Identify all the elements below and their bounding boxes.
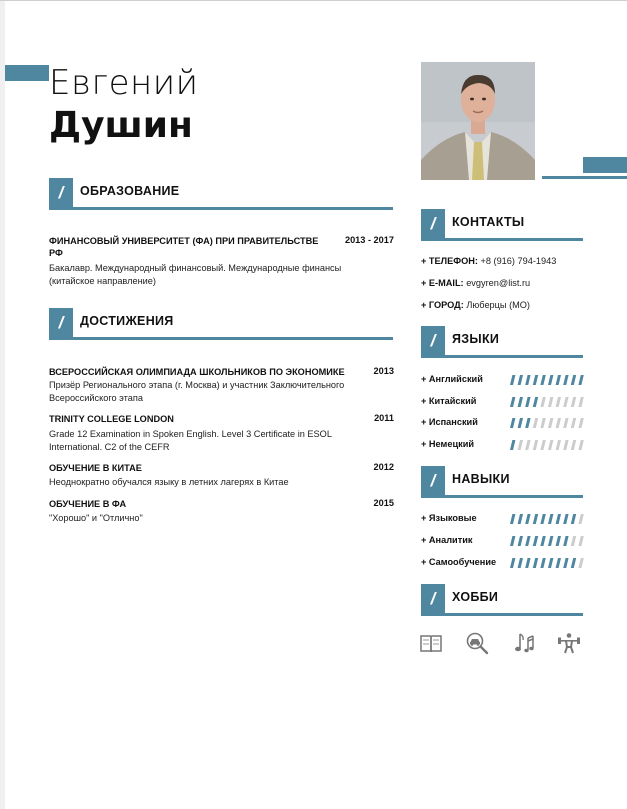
section-title: НАВЫКИ: [452, 472, 510, 486]
language-label: + Английский: [421, 374, 483, 384]
level-tick: [518, 440, 523, 450]
level-tick: [548, 397, 553, 407]
language-level-bars: [509, 418, 587, 428]
level-tick: [563, 397, 568, 407]
level-tick: [571, 536, 576, 546]
contact-label: + ТЕЛЕФОН:: [421, 256, 478, 266]
level-tick: [571, 558, 576, 568]
language-label: + Испанский: [421, 417, 478, 427]
photo-accent-block: [583, 157, 627, 173]
level-tick: [540, 397, 545, 407]
education-entry-title: ФИНАНСОВЫЙ УНИВЕРСИТЕТ (ФА) ПРИ ПРАВИТЕЛЬСТВЕ РФ: [49, 236, 319, 258]
skill-level-bars: [509, 558, 587, 568]
achievement-year: 2012: [373, 462, 394, 472]
language-level-bars: [509, 397, 587, 407]
level-tick: [510, 397, 515, 407]
level-tick: [563, 375, 568, 385]
section-education: [49, 178, 393, 210]
skill-row: [421, 535, 591, 547]
level-tick: [533, 536, 538, 546]
skill-label: + Языковые: [421, 513, 477, 523]
level-tick: [556, 514, 561, 524]
achievement-year: 2013: [373, 366, 394, 376]
contact-email: [421, 278, 530, 288]
level-tick: [518, 514, 523, 524]
level-tick: [563, 558, 568, 568]
level-tick: [548, 536, 553, 546]
contact-city: [421, 300, 530, 310]
language-row: [421, 374, 591, 386]
achievement-description: Неоднократно обучался языку в летних лагерях в Китае: [49, 477, 289, 487]
level-tick: [533, 397, 538, 407]
achievement-title: ОБУЧЕНИЕ В ФА: [49, 499, 127, 509]
section-rule: [49, 207, 393, 210]
level-tick: [533, 418, 538, 428]
achievement-title: ВСЕРОССИЙСКАЯ ОЛИМПИАДА ШКОЛЬНИКОВ ПО ЭКОНОМИКЕ: [49, 367, 345, 377]
name-accent-bar: [5, 65, 49, 81]
level-tick: [556, 375, 561, 385]
level-tick: [548, 514, 553, 524]
section-title: ДОСТИЖЕНИЯ: [80, 314, 174, 328]
education-entry-years: 2013 - 2017: [344, 235, 394, 245]
section-slash-mark: /: [421, 584, 445, 613]
level-tick: [563, 418, 568, 428]
level-tick: [578, 440, 583, 450]
level-tick: [548, 440, 553, 450]
weightlifting-icon: [557, 631, 581, 655]
photo-portrait: [421, 62, 535, 180]
first-name: Евгений: [49, 63, 199, 103]
language-row: [421, 417, 591, 429]
achievement-description: Призёр Регионального этапа (г. Москва) и участник Заключительного Всероссийского этапа: [49, 380, 345, 403]
contact-value: +8 (916) 794-1943: [480, 256, 557, 266]
music-notes-icon: [513, 631, 537, 655]
language-row: [421, 396, 591, 408]
level-tick: [510, 558, 515, 568]
section-slash-mark: /: [49, 308, 73, 337]
language-level-bars: [509, 375, 587, 385]
skill-row: [421, 513, 591, 525]
level-tick: [578, 536, 583, 546]
skill-label: + Самообучение: [421, 557, 497, 567]
section-languages: [421, 326, 583, 358]
contact-label: + E-MAIL:: [421, 278, 464, 288]
level-tick: [540, 375, 545, 385]
section-slash-mark: /: [49, 178, 73, 207]
achievement-description: Grade 12 Examination in Spoken English. Level 3 Certificate in ESOL International. C2 of the CEFR: [49, 429, 332, 452]
level-tick: [525, 418, 530, 428]
level-tick: [518, 397, 523, 407]
level-tick: [510, 536, 515, 546]
level-tick: [556, 440, 561, 450]
level-tick: [510, 514, 515, 524]
section-slash-mark: /: [421, 209, 445, 238]
section-title: ЯЗЫКИ: [452, 332, 500, 346]
level-tick: [525, 397, 530, 407]
level-tick: [525, 536, 530, 546]
contact-phone: [421, 256, 556, 266]
section-title: ОБРАЗОВАНИЕ: [80, 184, 180, 198]
level-tick: [578, 418, 583, 428]
last-name: Душин: [49, 105, 193, 146]
level-tick: [540, 514, 545, 524]
level-tick: [525, 514, 530, 524]
level-tick: [533, 558, 538, 568]
level-tick: [518, 536, 523, 546]
profile-photo: [421, 62, 535, 180]
level-tick: [533, 440, 538, 450]
section-rule: [421, 613, 583, 616]
language-level-bars: [509, 440, 587, 450]
level-tick: [571, 514, 576, 524]
section-rule: [421, 238, 583, 241]
level-tick: [540, 536, 545, 546]
level-tick: [540, 558, 545, 568]
page-left-shadow: [0, 1, 5, 809]
level-tick: [571, 440, 576, 450]
level-tick: [510, 440, 515, 450]
level-tick: [556, 536, 561, 546]
level-tick: [548, 375, 553, 385]
section-contacts: [421, 209, 583, 241]
level-tick: [533, 375, 538, 385]
section-rule: [421, 355, 583, 358]
car-search-icon: [465, 631, 489, 655]
level-tick: [510, 375, 515, 385]
contact-value: Люберцы (МО): [466, 300, 530, 310]
skill-level-bars: [509, 536, 587, 546]
section-title: ХОББИ: [452, 590, 499, 604]
level-tick: [578, 397, 583, 407]
section-title: КОНТАКТЫ: [452, 215, 525, 229]
achievement-year: 2011: [374, 413, 394, 423]
level-tick: [578, 558, 583, 568]
level-tick: [518, 418, 523, 428]
contact-label: + ГОРОД:: [421, 300, 464, 310]
achievement-description: "Хорошо" и "Отлично": [49, 513, 143, 523]
section-slash-mark: /: [421, 466, 445, 495]
level-tick: [525, 375, 530, 385]
level-tick: [563, 440, 568, 450]
level-tick: [540, 440, 545, 450]
level-tick: [548, 418, 553, 428]
level-tick: [518, 375, 523, 385]
level-tick: [525, 440, 530, 450]
skill-level-bars: [509, 514, 587, 524]
level-tick: [556, 558, 561, 568]
achievement-title: TRINITY COLLEGE LONDON: [49, 414, 174, 424]
level-tick: [571, 418, 576, 428]
level-tick: [533, 514, 538, 524]
level-tick: [525, 558, 530, 568]
section-achievements: [49, 308, 393, 340]
level-tick: [563, 536, 568, 546]
level-tick: [556, 418, 561, 428]
level-tick: [548, 558, 553, 568]
level-tick: [578, 375, 583, 385]
level-tick: [571, 397, 576, 407]
language-label: + Китайский: [421, 396, 477, 406]
achievement-year: 2015: [373, 498, 394, 508]
level-tick: [571, 375, 576, 385]
contact-value: evgyren@list.ru: [466, 278, 531, 288]
achievement-title: ОБУЧЕНИЕ В КИТАЕ: [49, 463, 142, 473]
section-rule: [49, 337, 393, 340]
section-slash-mark: /: [421, 326, 445, 355]
skill-row: [421, 557, 591, 569]
level-tick: [518, 558, 523, 568]
page-top-border: [0, 0, 627, 1]
level-tick: [578, 514, 583, 524]
language-label: + Немецкий: [421, 439, 474, 449]
skill-label: + Аналитик: [421, 535, 473, 545]
education-entry-description: Бакалавр. Международный финансовый. Международные финансы (китайское направление): [49, 263, 342, 286]
level-tick: [556, 397, 561, 407]
level-tick: [563, 514, 568, 524]
section-skills: [421, 466, 583, 498]
photo-accent-line: [542, 176, 627, 179]
language-row: [421, 439, 591, 451]
section-hobbies: [421, 584, 583, 616]
level-tick: [540, 418, 545, 428]
level-tick: [510, 418, 515, 428]
section-rule: [421, 495, 583, 498]
book-icon: [419, 631, 443, 655]
